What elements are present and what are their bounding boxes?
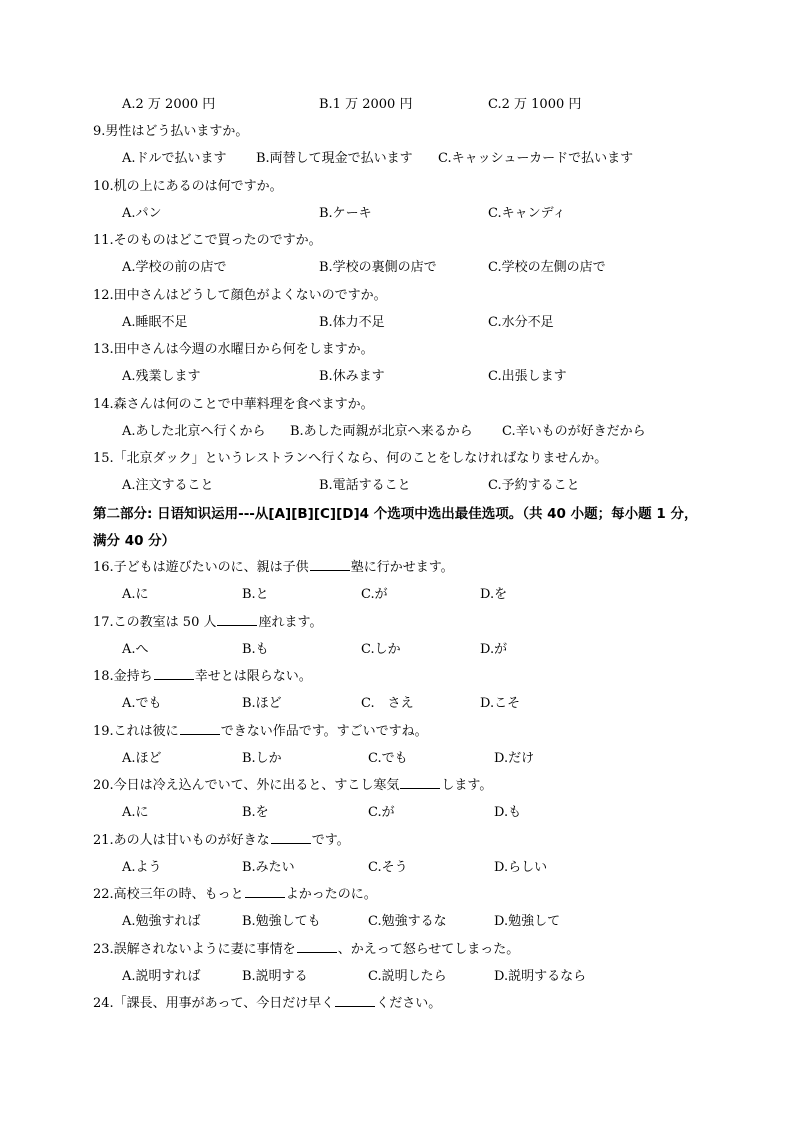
- q9-option-a: A.ドルで払います: [122, 151, 227, 166]
- q8-option-a: A.2 万 2000 円: [122, 97, 216, 112]
- q21-option-b: B.みたい: [242, 860, 295, 875]
- q15-option-c: C.予約すること: [488, 478, 580, 493]
- section-2-heading-line2: 满分 40 分）: [93, 533, 176, 549]
- q16-option-b: B.と: [242, 587, 269, 602]
- q10-question: 10.机の上にあるのは何ですか。: [93, 179, 283, 194]
- q14-question: 14.森さんは何のことで中華料理を食べますか。: [93, 397, 374, 412]
- q17-option-d: D.が: [480, 642, 508, 657]
- q22-option-d: D.勉強して: [494, 914, 561, 929]
- q17-text-after: 座れます。: [258, 615, 323, 630]
- q13-option-a: A.残業します: [122, 369, 201, 384]
- q13-question: 13.田中さんは今週の水曜日から何をしますか。: [93, 342, 374, 357]
- q14-option-a: A.あした北京へ行くから: [122, 424, 266, 439]
- q16-option-c: C.が: [361, 587, 388, 602]
- q22-blank: [245, 885, 285, 898]
- q21-text-after: です。: [311, 833, 350, 848]
- q23-option-a: A.説明すれば: [122, 969, 201, 984]
- q22-question: [93, 885, 377, 905]
- q16-text-after: 塾に行かせます。: [350, 560, 454, 575]
- q20-blank: [400, 776, 440, 789]
- q8-option-b: B.1 万 2000 円: [319, 97, 413, 112]
- q22-option-c: C.勉強するな: [368, 914, 447, 929]
- q22-text-after: よかったのに。: [285, 887, 377, 902]
- q9-question: 9.男性はどう払いますか。: [93, 124, 249, 139]
- q19-text-after: できない作品です。すごいですね。: [220, 724, 428, 739]
- q19-option-b: B.しか: [242, 751, 282, 766]
- q19-option-d: D.だけ: [494, 751, 535, 766]
- q12-option-c: C.水分不足: [488, 315, 554, 330]
- q18-option-b: B.ほど: [242, 696, 282, 711]
- q17-option-c: C.しか: [361, 642, 401, 657]
- q20-option-d: D.も: [494, 805, 522, 820]
- section-2-heading-line1: 第二部分: 日语知识运用---从[A][B][C][D]4 个选项中选出最佳选项。（共 40 小题；每小题 1 分，: [93, 506, 698, 522]
- q21-text-before: 21.あの人は甘いものが好きな: [93, 833, 270, 848]
- q15-question: 15.「北京ダック」というレストランへ行くなら、何のことをしなければなりませんか。: [93, 451, 608, 466]
- q16-option-d: D.を: [480, 587, 508, 602]
- q15-option-b: B.電話すること: [319, 478, 411, 493]
- q21-blank: [271, 831, 311, 844]
- q20-option-b: B.を: [242, 805, 269, 820]
- q10-option-c: C.キャンディ: [488, 206, 566, 221]
- q19-text-before: 19.これは彼に: [93, 724, 179, 739]
- q21-option-d: D.らしい: [494, 860, 548, 875]
- q22-text-before: 22.高校三年の時、もっと: [93, 887, 244, 902]
- q9-option-b: B.両替して現金で払います: [256, 151, 413, 166]
- q11-option-b: B.学校の裏側の店で: [319, 260, 437, 275]
- q22-option-a: A.勉強すれば: [122, 914, 201, 929]
- q10-option-a: A.パン: [122, 206, 162, 221]
- q17-option-a: A.へ: [122, 642, 149, 657]
- q18-option-c: C. さえ: [361, 696, 414, 711]
- q24-question: [93, 994, 441, 1014]
- q18-option-a: A.でも: [122, 696, 162, 711]
- q8-option-c: C.2 万 1000 円: [488, 97, 582, 112]
- q23-text-before: 23.誤解されないように妻に事情を: [93, 942, 296, 957]
- q23-question: [93, 940, 519, 960]
- q12-option-b: B.体力不足: [319, 315, 385, 330]
- q19-question: [93, 722, 428, 742]
- q11-question: 11.そのものはどこで買ったのですか。: [93, 233, 322, 248]
- q13-option-c: C.出張します: [488, 369, 567, 384]
- q20-option-a: A.に: [122, 805, 149, 820]
- q18-question: [93, 667, 312, 687]
- q14-option-c: C.辛いものが好きだから: [502, 424, 646, 439]
- q24-blank: [335, 994, 375, 1007]
- q18-text-after: 幸せとは限らない。: [194, 669, 312, 684]
- q11-option-c: C.学校の左側の店で: [488, 260, 606, 275]
- q15-option-a: A.注文すること: [122, 478, 214, 493]
- q17-option-b: B.も: [242, 642, 269, 657]
- q12-question: 12.田中さんはどうして顔色がよくないのですか。: [93, 288, 387, 303]
- q20-text-before: 20.今日は冷え込んでいて、外に出ると、すこし寒気: [93, 778, 400, 793]
- q22-option-b: B.勉強しても: [242, 914, 321, 929]
- q16-blank: [310, 558, 350, 571]
- q24-text-before: 24.「課長、用事があって、今日だけ早く: [93, 996, 335, 1011]
- q17-blank: [217, 613, 257, 626]
- q16-option-a: A.に: [122, 587, 149, 602]
- q24-text-after: ください。: [376, 996, 442, 1011]
- q20-question: [93, 776, 492, 796]
- q19-blank: [180, 722, 220, 735]
- q23-option-d: D.説明するなら: [494, 969, 587, 984]
- q14-option-b: B.あした両親が北京へ来るから: [290, 424, 473, 439]
- q21-option-c: C.そう: [368, 860, 408, 875]
- q21-option-a: A.よう: [122, 860, 162, 875]
- q16-text-before: 16.子どもは遊びたいのに、親は子供: [93, 560, 309, 575]
- q20-text-after: します。: [441, 778, 493, 793]
- q18-blank: [154, 667, 194, 680]
- q12-option-a: A.睡眠不足: [122, 315, 188, 330]
- q18-option-d: D.こそ: [480, 696, 521, 711]
- q17-text-before: 17.この教室は 50 人: [93, 615, 217, 630]
- q10-option-b: B.ケーキ: [319, 206, 372, 221]
- q23-text-after: 、かえって怒らせてしまった。: [337, 942, 520, 957]
- q20-option-c: C.が: [368, 805, 395, 820]
- q17-question: [93, 613, 322, 633]
- q23-blank: [297, 940, 337, 953]
- q23-option-b: B.説明する: [242, 969, 308, 984]
- q16-question: [93, 558, 454, 578]
- q23-option-c: C.説明したら: [368, 969, 447, 984]
- section-2-heading: [93, 501, 713, 555]
- q9-option-c: C.キャッシューカードで払います: [438, 151, 634, 166]
- q19-option-c: C.でも: [368, 751, 408, 766]
- q18-text-before: 18.金持ち: [93, 669, 153, 684]
- q11-option-a: A.学校の前の店で: [122, 260, 227, 275]
- q21-question: [93, 831, 350, 851]
- q13-option-b: B.休みます: [319, 369, 385, 384]
- q19-option-a: A.ほど: [122, 751, 162, 766]
